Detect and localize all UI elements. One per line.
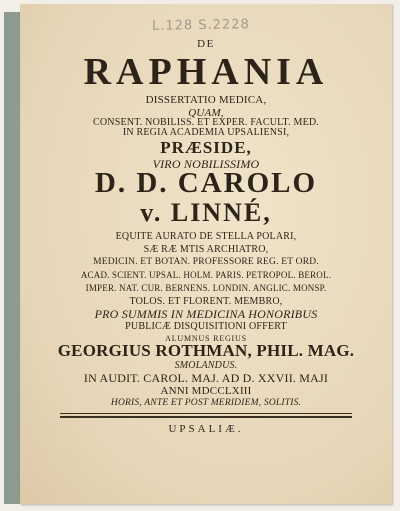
line-disquisitioni: PUBLICÆ DISQUISITIONI OFFERT bbox=[125, 321, 287, 332]
line-academies-2: IMPER. NAT. CUR. BERNENS. LONDIN. ANGLIC. MONSP. bbox=[85, 283, 327, 293]
line-alumnus: ALUMNUS REGIUS bbox=[165, 334, 247, 343]
line-honoribus: PRO SUMMIS IN MEDICINA HONORIBUS bbox=[94, 307, 318, 321]
rule-lower bbox=[60, 416, 352, 418]
subtitle-dissertation: DISSERTATIO MEDICA, bbox=[145, 94, 267, 106]
praeses-name: D. D. CAROLO bbox=[94, 167, 318, 199]
line-viro-nobilissimo: VIRO NOBILISSIMO bbox=[152, 157, 260, 171]
line-archiatro: SÆ RÆ MTIS ARCHIATRO, bbox=[143, 244, 269, 255]
line-professor: MEDICIN. ET BOTAN. PROFESSORE REG. ET ORD. bbox=[93, 257, 319, 267]
line-praeside: PRÆSIDE, bbox=[160, 138, 252, 157]
title-page bbox=[20, 4, 392, 504]
line-order: EQUITE AURATO DE STELLA POLARI, bbox=[115, 231, 297, 242]
rule-upper bbox=[60, 413, 352, 414]
pencil-shelfmark: L.128 S.2228 bbox=[151, 17, 250, 34]
main-title: RAPHANIA bbox=[83, 51, 329, 93]
praeses-surname: v. LINNÉ, bbox=[140, 198, 272, 227]
line-quam: QUAM, bbox=[188, 107, 224, 119]
line-smolandus: SMOLANDUS. bbox=[174, 360, 238, 371]
line-auditorium-date: IN AUDIT. CAROL. MAJ. AD D. XXVII. MAJI bbox=[83, 371, 329, 385]
line-year: ANNI MDCCLXIII bbox=[160, 385, 252, 397]
respondent-name: GEORGIUS ROTHMAN, PHIL. MAG. bbox=[57, 341, 355, 360]
title-preposition: DE bbox=[197, 38, 215, 50]
line-academies-1: ACAD. SCIENT. UPSAL. HOLM. PARIS. PETROPOL. BEROL. bbox=[80, 270, 332, 280]
line-hours: HORIS, ANTE ET POST MERIDIEM, SOLITIS. bbox=[110, 398, 302, 408]
line-membro: TOLOS. ET FLORENT. MEMBRO, bbox=[129, 296, 283, 307]
imprint-place: UPSALIÆ. bbox=[168, 423, 244, 435]
line-faculty: CONSENT. NOBILISS. ET EXPER. FACULT. MED. bbox=[93, 117, 319, 128]
line-academy: IN REGIA ACADEMIA UPSALIENSI, bbox=[122, 127, 290, 138]
